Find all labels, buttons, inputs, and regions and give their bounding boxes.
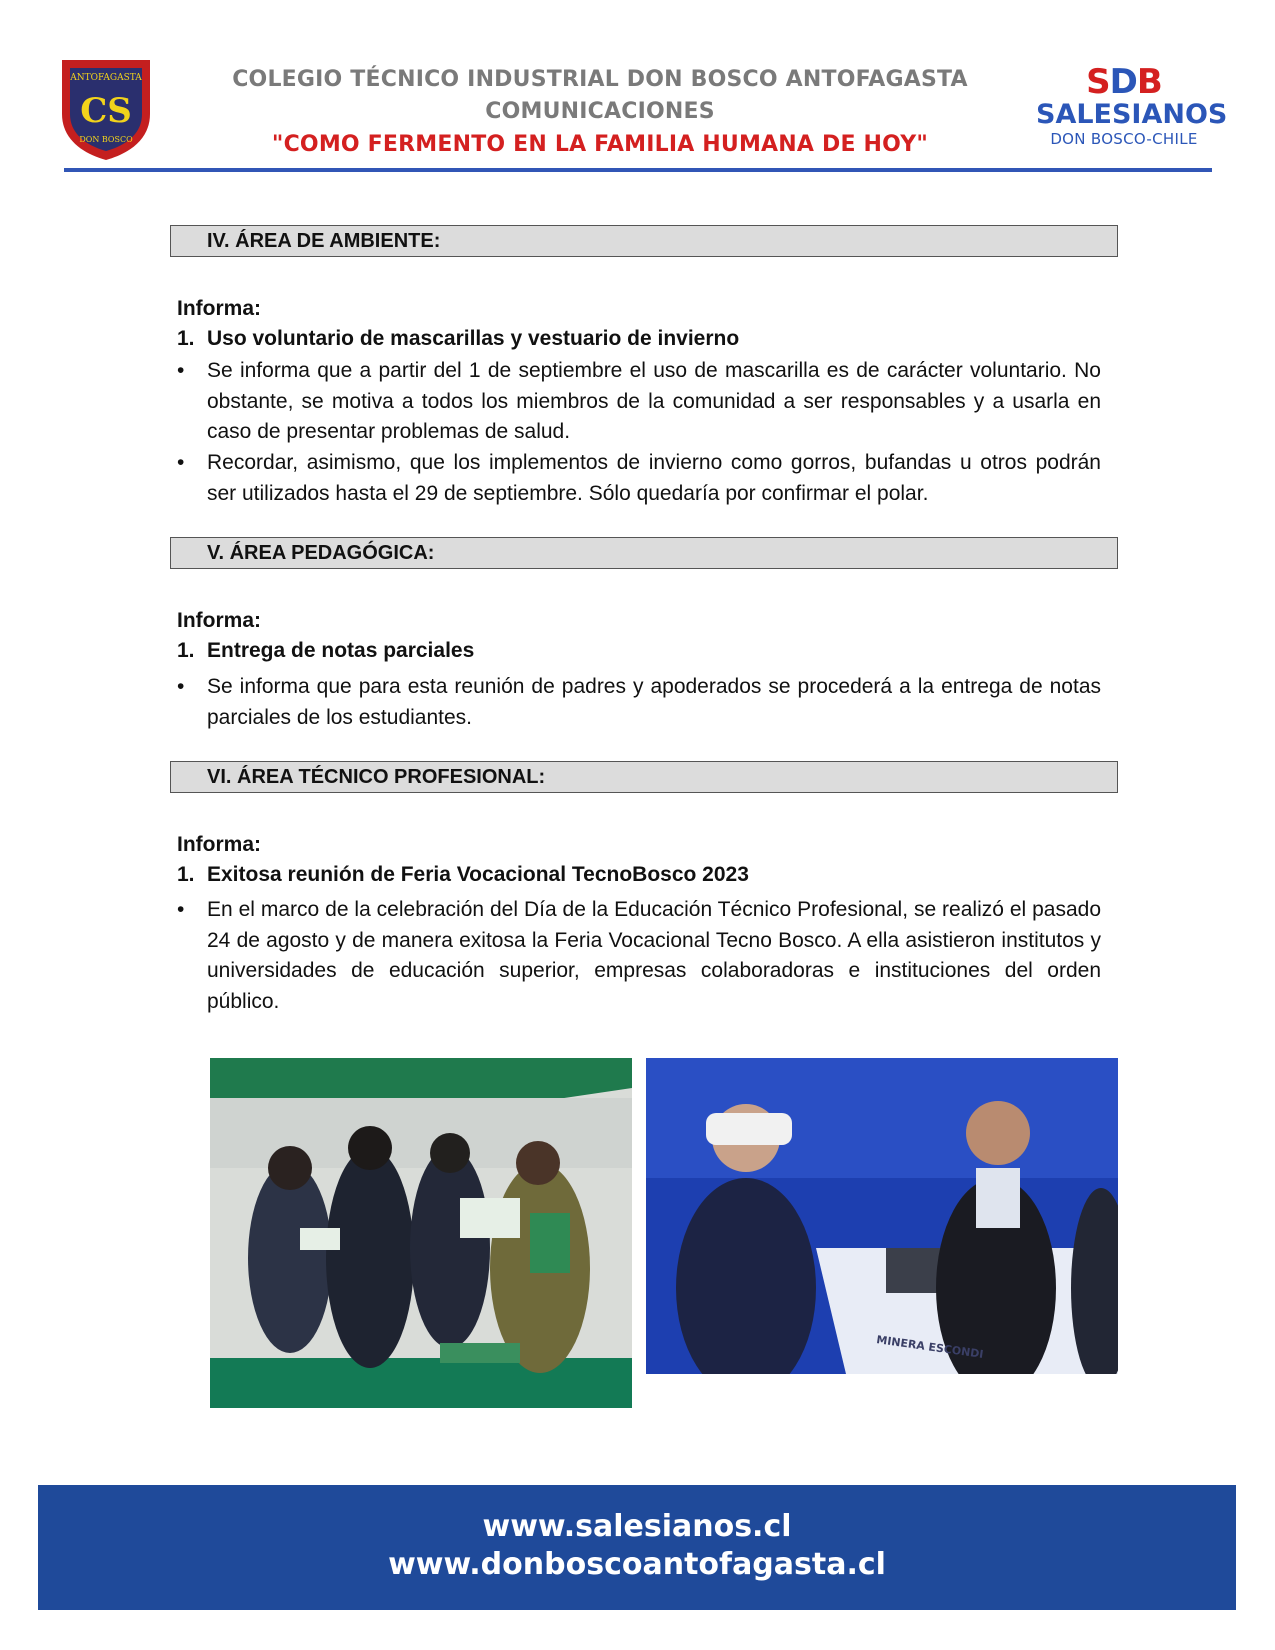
informa-label: Informa:	[177, 297, 261, 320]
photo-banner-text: MINERA ESCONDI	[875, 1333, 985, 1361]
document-header	[180, 64, 1020, 162]
motto: "COMO FERMENTO EN LA FAMILIA HUMANA DE HOY"	[271, 132, 929, 157]
bullet-item: • Se informa que a partir del 1 de septiembre el uso de mascarilla es de carácter voluntario. No obstante, se motiva a todos los miembros de la comunidad a ser responsables y a usarla en caso de presentar problemas de salud.	[177, 359, 1101, 443]
crest-ring-text-bottom: DON BOSCO	[79, 135, 133, 144]
bullet-item: • En el marco de la celebración del Día de la Educación Técnico Profesional, se realizó el pasado 24 de agosto y de manera exitosa la Feria Vocacional Tecno Bosco. A ella asistieron institutos y universidades de educación superior, empresas colaboradoras e instituciones del orden público.	[177, 898, 1101, 1013]
footer-url-salesianos[interactable]: www.salesianos.cl	[482, 1509, 792, 1544]
department-name: COMUNICACIONES	[485, 99, 715, 124]
item-heading: 1. Uso voluntario de mascarillas y vestuario de invierno	[177, 327, 740, 350]
footer-url-donbosco[interactable]: www.donboscoantofagasta.cl	[388, 1547, 886, 1582]
bullet-item: • Se informa que para esta reunión de padres y apoderados se procederá a la entrega de notas parciales de los estudiantes.	[177, 675, 1101, 729]
item-heading: 1. Exitosa reunión de Feria Vocacional TecnoBosco 2023	[177, 863, 749, 886]
item-heading: 1. Entrega de notas parciales	[177, 639, 475, 662]
salesianos-logo	[1036, 62, 1228, 148]
vr-headset-demo-photo	[646, 1058, 1118, 1374]
sdb-subtitle: DON BOSCO-CHILE	[1050, 130, 1198, 148]
footer-banner	[38, 1485, 1236, 1610]
crest-monogram: CS	[80, 91, 132, 131]
section-title-ambiente: IV. ÁREA DE AMBIENTE:	[170, 225, 1118, 257]
informa-label: Informa:	[177, 833, 261, 856]
bullet-item: • Recordar, asimismo, que los implementos de invierno como gorros, bufandas u otros podrán ser utilizados hasta el 29 de septiembre. Sólo quedaría por confirmar el polar.	[177, 451, 1101, 505]
section-title-tecnico-profesional: VI. ÁREA TÉCNICO PROFESIONAL:	[170, 761, 1118, 793]
informa-label: Informa:	[177, 609, 261, 632]
section-title-pedagogica: V. ÁREA PEDAGÓGICA:	[170, 537, 1118, 569]
sdb-name: SALESIANOS	[1036, 99, 1228, 130]
header-divider	[64, 168, 1212, 172]
crest-ring-text-top: ANTOFAGASTA	[70, 73, 142, 83]
students-at-booth-photo	[210, 1058, 632, 1408]
school-crest-logo	[58, 56, 154, 162]
sdb-monogram: SDB	[1086, 62, 1162, 102]
school-name: COLEGIO TÉCNICO INDUSTRIAL DON BOSCO ANTOFAGASTA	[232, 67, 968, 92]
